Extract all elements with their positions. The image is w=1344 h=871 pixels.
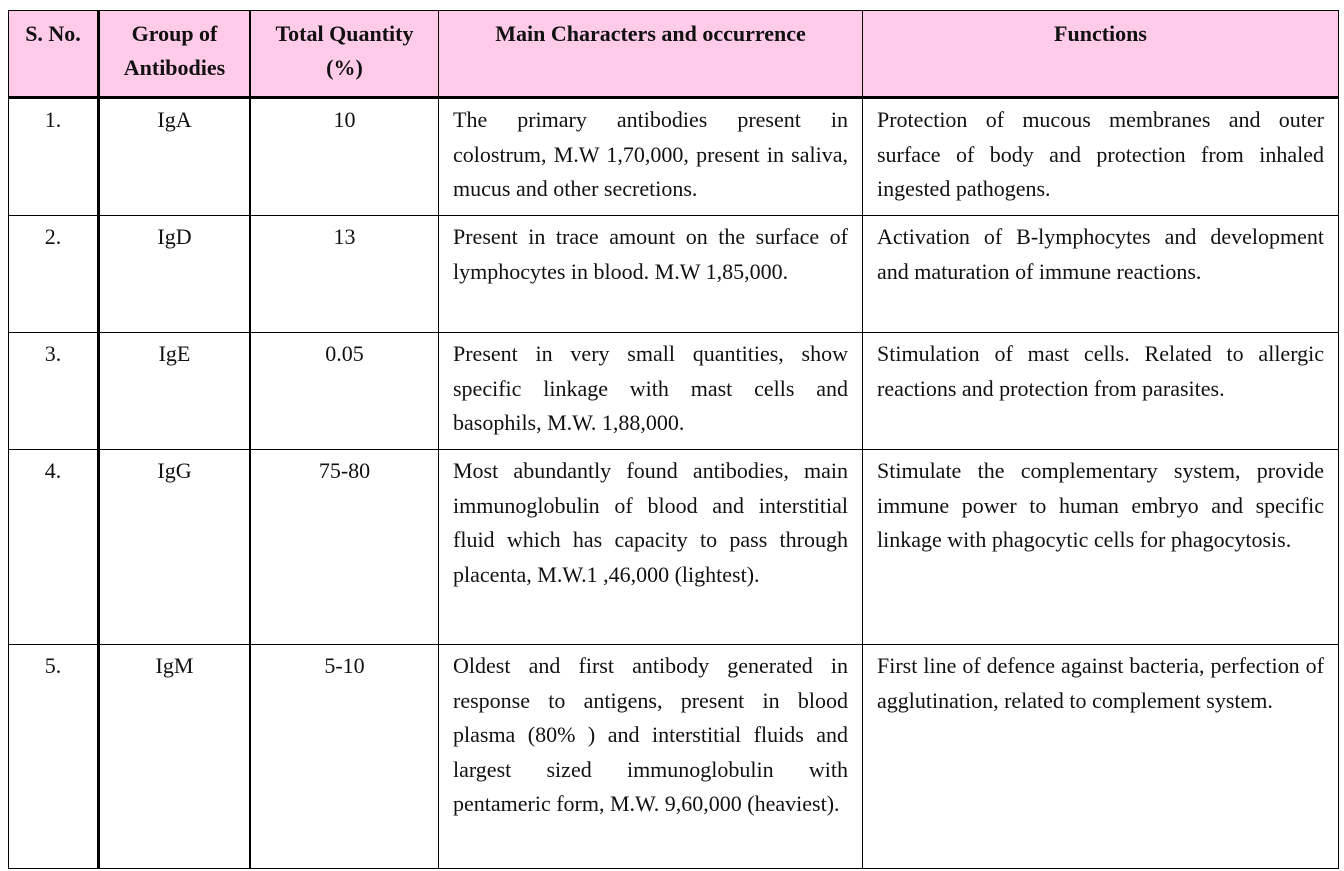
table-row <box>9 98 1339 216</box>
cell-sno: 3. <box>9 333 99 450</box>
cell-quantity: 5-10 <box>250 645 439 869</box>
antibodies-table <box>8 10 1339 869</box>
cell-sno: 4. <box>9 450 99 645</box>
cell-quantity: 0.05 <box>250 333 439 450</box>
cell-sno: 5. <box>9 645 99 869</box>
header-sno: S. No. <box>9 11 99 98</box>
cell-quantity: 75-80 <box>250 450 439 645</box>
cell-characters: Present in trace amount on the surface of lymphocytes in blood. M.W 1,85,000. <box>439 216 863 333</box>
cell-characters: Oldest and first antibody generated in response to antigens, present in blood plasma (80% ) and interstitial fluids and largest sized immunoglobulin with pentameric form, M.W. 9,60,000 (heaviest). <box>439 645 863 869</box>
cell-functions: Activation of B-lymphocytes and development and maturation of immune reactions. <box>863 216 1339 333</box>
cell-functions: Stimulation of mast cells. Related to allergic reactions and protection from parasites. <box>863 333 1339 450</box>
header-quantity: Total Quantity (%) <box>250 11 439 98</box>
cell-sno: 1. <box>9 98 99 216</box>
table-row <box>9 216 1339 333</box>
cell-group: IgM <box>99 645 251 869</box>
header-group: Group of Antibodies <box>99 11 251 98</box>
cell-functions: Protection of mucous membranes and outer surface of body and protection from inhaled ingested pathogens. <box>863 98 1339 216</box>
cell-quantity: 10 <box>250 98 439 216</box>
cell-functions: First line of defence against bacteria, perfection of agglutination, related to complement system. <box>863 645 1339 869</box>
cell-characters: Most abundantly found antibodies, main immunoglobulin of blood and interstitial fluid which has capacity to pass through placenta, M.W.1 ,46,000 (lightest). <box>439 450 863 645</box>
cell-characters: The primary antibodies present in colostrum, M.W 1,70,000, present in saliva, mucus and other secretions. <box>439 98 863 216</box>
cell-functions: Stimulate the complementary system, provide immune power to human embryo and specific linkage with phagocytic cells for phagocytosis. <box>863 450 1339 645</box>
header-functions: Functions <box>863 11 1339 98</box>
cell-group: IgE <box>99 333 251 450</box>
cell-group: IgA <box>99 98 251 216</box>
table-row <box>9 645 1339 869</box>
table-row <box>9 333 1339 450</box>
table-row <box>9 450 1339 645</box>
cell-characters: Present in very small quantities, show specific linkage with mast cells and basophils, M.W. 1,88,000. <box>439 333 863 450</box>
cell-sno: 2. <box>9 216 99 333</box>
cell-group: IgG <box>99 450 251 645</box>
cell-quantity: 13 <box>250 216 439 333</box>
header-row <box>9 11 1339 98</box>
cell-group: IgD <box>99 216 251 333</box>
header-characters: Main Characters and occurrence <box>439 11 863 98</box>
